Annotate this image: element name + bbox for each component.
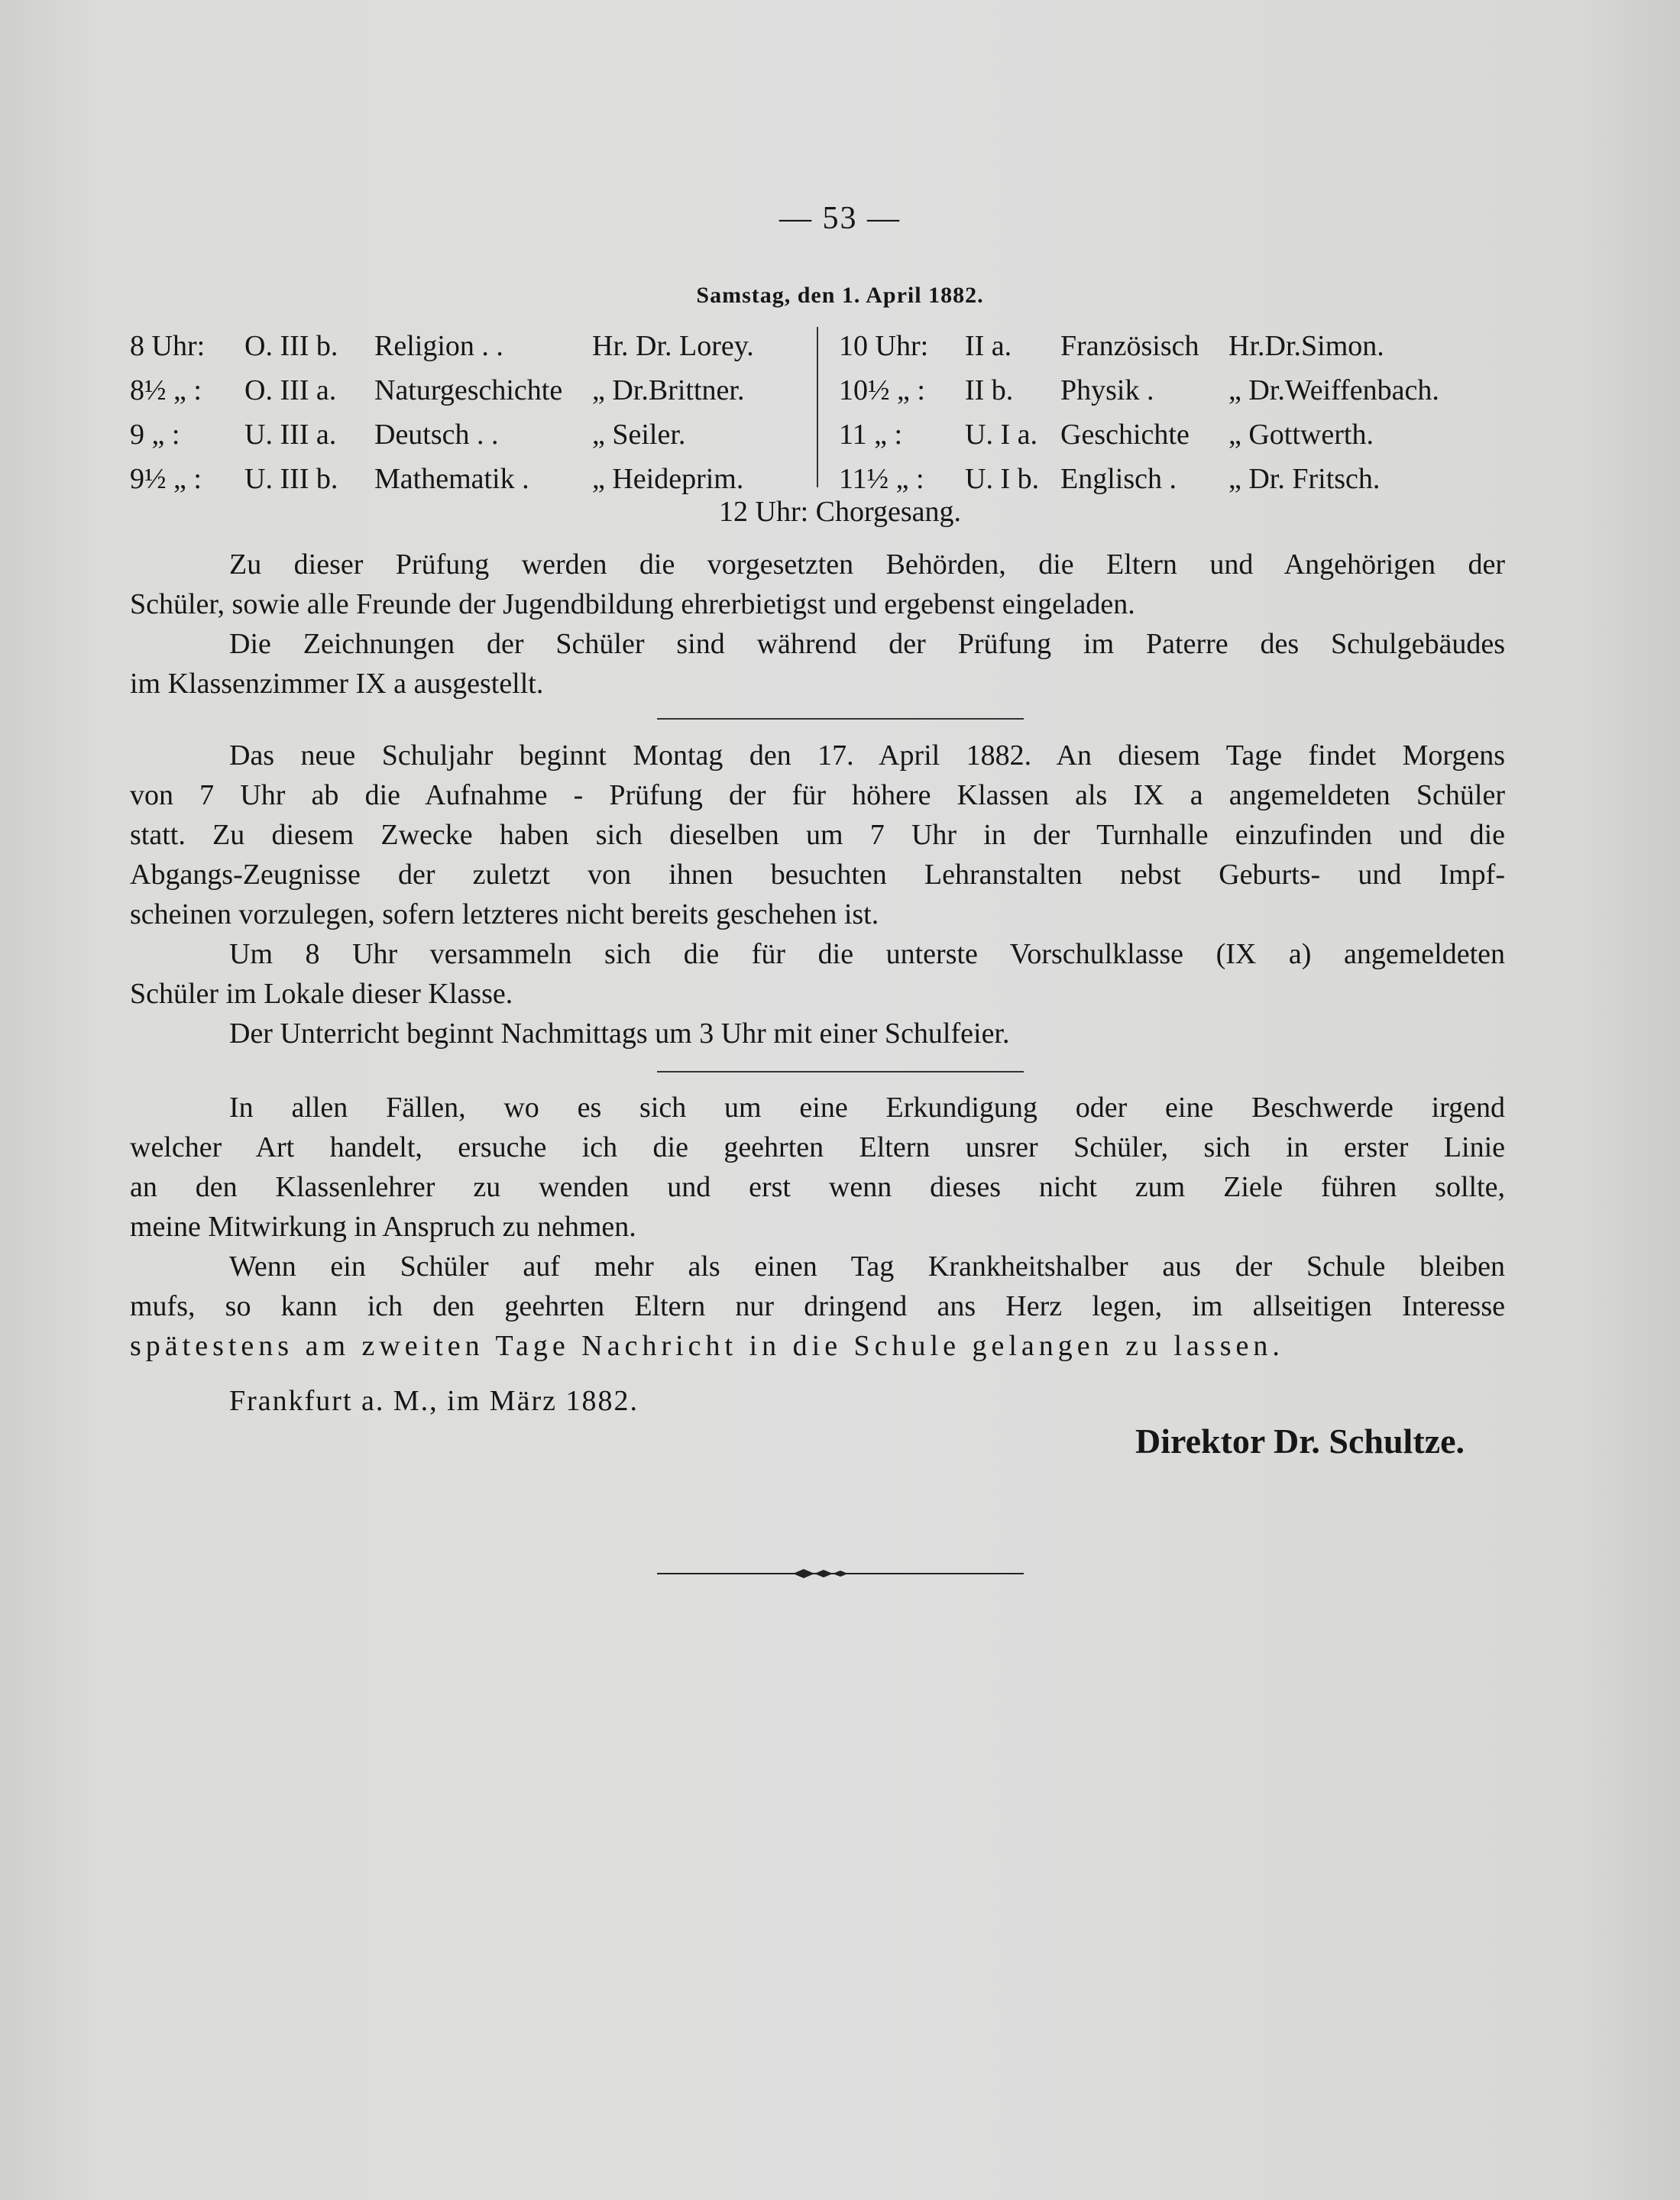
schedule-subject: Physik . (1060, 374, 1154, 406)
schedule-row (839, 368, 1526, 412)
schedule-time: 8 Uhr: (130, 330, 206, 362)
text-line: meine Mitwirkung in Anspruch zu nehmen. (130, 1211, 636, 1243)
schedule-subject: Mathematik . (374, 463, 529, 495)
schedule-class: O. III a. (244, 374, 337, 406)
schedule-subject: Englisch . (1060, 463, 1177, 495)
schedule-class: II b. (965, 374, 1014, 406)
school-year-paragraph (130, 736, 1505, 1053)
text-line: Schüler, sowie alle Freunde der Jugendbildung ehrerbietigst und ergebenst eingeladen. (130, 588, 1135, 620)
schedule-teacher: „ Gottwerth. (1228, 419, 1374, 451)
schedule-subject: Französisch (1060, 330, 1199, 362)
schedule-class: O. III b. (244, 330, 338, 362)
schedule-time: 9½ „ : (130, 463, 202, 495)
schedule-row (130, 412, 810, 457)
text-line: Abgangs-Zeugnisse der zuletzt von ihnen besuchten Lehranstalten nebst Geburts- und Impf- (130, 859, 1505, 891)
schedule-subject: Deutsch . . (374, 419, 499, 451)
schedule-teacher: Hr. Dr. Lorey. (592, 330, 754, 362)
end-ornament (657, 1566, 1024, 1581)
invitation-paragraph (130, 545, 1505, 704)
schedule-row (130, 368, 810, 412)
text-line: Wenn ein Schüler auf mehr als einen Tag Krankheitshalber aus der Schule bleiben (229, 1250, 1505, 1283)
schedule-teacher: „ Dr.Brittner. (592, 374, 745, 406)
schedule-row (839, 412, 1526, 457)
section-divider (657, 718, 1024, 720)
schedule-class: U. I a. (965, 419, 1037, 451)
schedule-time: 11 „ : (839, 419, 903, 451)
text-line: im Klassenzimmer IX a ausgestellt. (130, 668, 544, 700)
schedule-divider (817, 327, 818, 487)
text-line: Der Unterricht beginnt Nachmittags um 3 Uhr mit einer Schulfeier. (229, 1017, 1010, 1050)
place-date: Frankfurt a. M., im März 1882. (229, 1385, 639, 1417)
notice-paragraph (130, 1088, 1505, 1366)
text-line: Schüler im Lokale dieser Klasse. (130, 978, 513, 1010)
schedule-subject: Naturgeschichte (374, 374, 563, 406)
schedule-class: U. I b. (965, 463, 1040, 495)
text-line: In allen Fällen, wo es sich um eine Erkundigung oder eine Beschwerde irgend (229, 1092, 1505, 1124)
text-line: Die Zeichnungen der Schüler sind während der Prüfung im Paterre des Schulgebäudes (229, 628, 1505, 660)
schedule-teacher: „ Heideprim. (592, 463, 744, 495)
schedule-class: U. III b. (244, 463, 338, 495)
schedule-right (839, 324, 1526, 501)
schedule-time: 10 Uhr: (839, 330, 929, 362)
schedule-time: 9 „ : (130, 419, 180, 451)
schedule-class: II a. (965, 330, 1012, 362)
text-line: Das neue Schuljahr beginnt Montag den 17. April 1882. An diesem Tage findet Morgens (229, 739, 1505, 772)
schedule-time: 10½ „ : (839, 374, 925, 406)
text-line: Zu dieser Prüfung werden die vorgesetzten Behörden, die Eltern und Angehörigen der (229, 548, 1505, 581)
schedule-subject: Geschichte (1060, 419, 1190, 451)
page-number: — 53 — (779, 201, 901, 236)
choir-line: 12 Uhr: Chorgesang. (719, 496, 961, 528)
text-line: an den Klassenlehrer zu wenden und erst wenn dieses nicht zum Ziele führen sollte, (130, 1171, 1505, 1203)
schedule-row (130, 324, 810, 368)
day-heading: Samstag, den 1. April 1882. (696, 283, 984, 308)
schedule-teacher: „ Dr.Weiffenbach. (1228, 374, 1439, 406)
schedule-left (130, 324, 810, 501)
schedule-time: 11½ „ : (839, 463, 924, 495)
section-divider (657, 1071, 1024, 1072)
text-line: scheinen vorzulegen, sofern letzteres nicht bereits geschehen ist. (130, 898, 879, 930)
schedule-class: U. III a. (244, 419, 337, 451)
schedule-teacher: „ Dr. Fritsch. (1228, 463, 1381, 495)
schedule-subject: Religion . . (374, 330, 503, 362)
text-line: mufs, so kann ich den geehrten Eltern nur dringend ans Herz legen, im allseitigen Interesse (130, 1290, 1505, 1322)
text-line: welcher Art handelt, ersuche ich die geehrten Eltern unsrer Schüler, sich in erster Linie (130, 1131, 1505, 1163)
schedule-row (839, 324, 1526, 368)
text-line: spätestens am zweiten Tage Nachricht in die Schule gelangen zu lassen. (130, 1330, 1284, 1362)
text-line: statt. Zu diesem Zwecke haben sich dieselben um 7 Uhr in der Turnhalle einzufinden und die (130, 819, 1505, 851)
schedule-teacher: Hr.Dr.Simon. (1228, 330, 1384, 362)
text-line: von 7 Uhr ab die Aufnahme - Prüfung der für höhere Klassen als IX a angemeldeten Schüler (130, 779, 1505, 811)
text-line: Um 8 Uhr versammeln sich die für die unterste Vorschulklasse (IX a) angemeldeten (229, 938, 1505, 970)
signature: Direktor Dr. Schultze. (1135, 1422, 1465, 1461)
schedule-teacher: „ Seiler. (592, 419, 686, 451)
schedule-time: 8½ „ : (130, 374, 202, 406)
